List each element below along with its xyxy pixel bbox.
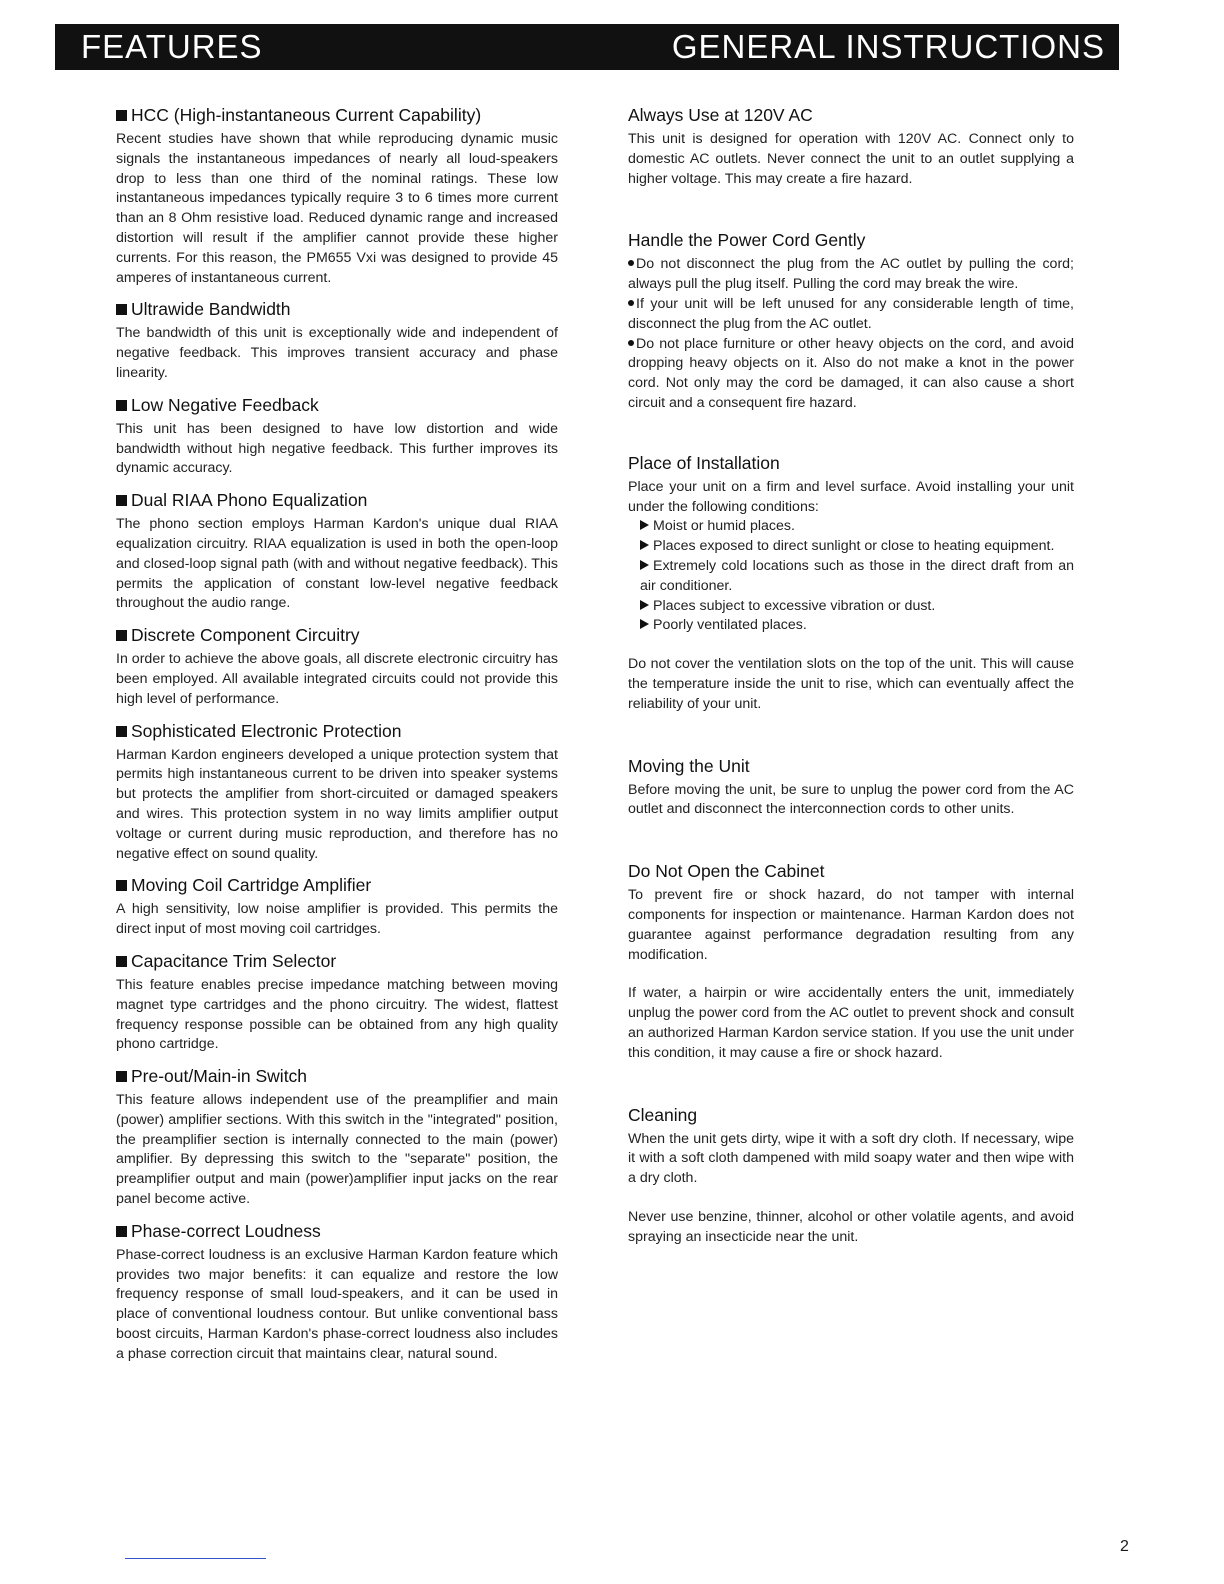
- instruction-moving: [628, 755, 1074, 821]
- instruction-text: When the unit gets dirty, wipe it with a soft dry cloth. If necessary, wipe it with a soft cloth dampened with mild soapy water and then wipe with a dry cloth.: [628, 1130, 1074, 1187]
- instruction-text: To prevent fire or shock hazard, do not tamper with internal components for inspection or maintenance. Harman Kardon does not guarantee against performance degradation resulting from any modification.: [628, 887, 1074, 963]
- feature-heading: Dual RIAA Phono Equalization: [131, 490, 368, 511]
- feature-heading: Phase-correct Loudness: [131, 1220, 321, 1241]
- feature-text: Recent studies have shown that while reproducing dynamic music signals the instantaneous impedances of nearly all loud-speakers drop to less than one third of the nominal ratings. These low instantaneous impedances typically require 3 to 6 times more current than an 8 Ohm resistive load. Reduced dynamic range and increased distortion will result if the amplifier cannot provide these higher currents. For this reason, the PM655 Vxi was designed to provide 45 amperes of instantaneous current.: [116, 131, 558, 286]
- instruction-heading: Place of Installation: [628, 452, 780, 473]
- feature-pre-out-main-in: [116, 1065, 558, 1210]
- feature-hcc: [116, 104, 558, 288]
- square-bullet-icon: [116, 630, 127, 641]
- feature-moving-coil: [116, 874, 558, 940]
- feature-heading: HCC (High-instantaneous Current Capability): [131, 105, 482, 125]
- feature-text: Phase-correct loudness is an exclusive Harman Kardon feature which provides two major benefits: it can equalize and restore the low frequency response of small loud-speakers, and it can be used in place of conventional loudness contour. But unlike conventional bass boost circuits, Harman Kardon's phase-correct loudness also includes a phase correction circuit that maintains clear, natural sound.: [116, 1246, 558, 1362]
- square-bullet-icon: [116, 400, 127, 411]
- feature-text: The phono section employs Harman Kardon's unique dual RIAA equalization circuitry. RIAA equalization is used in both the open-loop and closed-loop signal path (with and without negative feedback). This permits the application of constant low-level negative feedback throughout the audio range.: [116, 516, 558, 612]
- instruction-text: If water, a hairpin or wire accidentally enters the unit, immediately unplug the power cord from the AC outlet to prevent shock and consult an authorized Harman Kardon service station. If you use the unit under this condition, it may cause a fire or shock hazard.: [628, 985, 1074, 1061]
- feature-text: This feature allows independent use of the preamplifier and main (power) amplifier sections. With this switch in the "integrated" position, the preamplifier section is internally connected to the main (power) amplifier. By depressing this switch to the "separate" position, the preamplifier output and main (power)amplifier input jacks on the rear panel become active.: [116, 1092, 558, 1208]
- page-number: 2: [1120, 1538, 1129, 1555]
- feature-heading: Capacitance Trim Selector: [131, 950, 337, 971]
- feature-heading: Pre-out/Main-in Switch: [131, 1066, 308, 1087]
- instruction-installation: [628, 452, 1074, 715]
- feature-text: This feature enables precise impedance matching between moving magnet type cartridges and the phono circuitry. The widest, flattest frequency response possible can be obtained from any high quality phono cartridge.: [116, 976, 558, 1053]
- feature-phase-correct-loudness: [116, 1220, 558, 1365]
- feature-capacitance-trim: [116, 950, 558, 1055]
- instruction-cabinet: [628, 860, 1074, 1063]
- instruction-text: Before moving the unit, be sure to unplug the power cord from the AC outlet and disconnect the interconnection cords to other units.: [628, 781, 1074, 818]
- dot-bullet-icon: [628, 340, 634, 346]
- dot-bullet-icon: [628, 260, 634, 266]
- power-cord-bullet: Do not place furniture or other heavy objects on the cord, and avoid dropping heavy objects on it. Also do not make a knot in the power cord. Not only may the cord be damaged, it can also cause a short circuit and a consequent fire hazard.: [628, 335, 1074, 411]
- instruction-heading: Handle the Power Cord Gently: [628, 230, 866, 251]
- triangle-bullet-icon: [640, 600, 649, 610]
- feature-dual-riaa: [116, 489, 558, 614]
- feature-text: Harman Kardon engineers developed a unique protection system that permits high instantaneous current to be driven into speaker systems but protects the amplifier from short-circuited or damaged speakers and wires. This protection system in no way limits amplifier output voltage or current during music reproduction, and therefore has no negative effect on sound quality.: [116, 746, 558, 862]
- square-bullet-icon: [116, 880, 127, 891]
- feature-discrete-component: [116, 624, 558, 709]
- instruction-heading: Always Use at 120V AC: [628, 105, 813, 125]
- square-bullet-icon: [116, 956, 127, 967]
- square-bullet-icon: [116, 495, 127, 506]
- triangle-bullet-icon: [640, 540, 649, 550]
- instruction-text: Never use benzine, thinner, alcohol or other volatile agents, and avoid spraying an insecticide near the unit.: [628, 1208, 1074, 1245]
- instructions-column: [628, 104, 1074, 1287]
- features-title: FEATURES: [81, 28, 263, 65]
- feature-heading: Ultrawide Bandwidth: [131, 299, 291, 320]
- feature-text: In order to achieve the above goals, all discrete electronic circuitry has been employed. All available integrated circuits could not provide this high level of performance.: [116, 651, 558, 707]
- condition-item: Moist or humid places.: [640, 517, 1074, 537]
- feature-heading: Sophisticated Electronic Protection: [131, 720, 402, 741]
- instruction-heading: Cleaning: [628, 1104, 698, 1125]
- installation-note: Do not cover the ventilation slots on the top of the unit. This will cause the temperature inside the unit to rise, which can eventually affect the reliability of your unit.: [628, 656, 1074, 712]
- feature-heading: Moving Coil Cartridge Amplifier: [131, 875, 372, 896]
- instruction-heading: Do Not Open the Cabinet: [628, 861, 825, 882]
- feature-ultrawide-bandwidth: [116, 298, 558, 383]
- triangle-bullet-icon: [640, 560, 649, 570]
- installation-conditions: [628, 517, 1074, 636]
- square-bullet-icon: [116, 110, 127, 121]
- feature-electronic-protection: [116, 720, 558, 865]
- instruction-cleaning: [628, 1104, 1074, 1248]
- feature-heading: Low Negative Feedback: [131, 394, 319, 415]
- power-cord-bullet: If your unit will be left unused for any considerable length of time, disconnect the plug from the AC outlet.: [628, 295, 1074, 332]
- triangle-bullet-icon: [640, 619, 649, 629]
- footer-rule: [125, 1558, 266, 1559]
- general-instructions-title: GENERAL INSTRUCTIONS: [671, 28, 1105, 65]
- instruction-always-use: [628, 104, 1074, 189]
- header-bar: [55, 24, 1119, 70]
- triangle-bullet-icon: [640, 520, 649, 530]
- instruction-power-cord: [628, 229, 1074, 413]
- instruction-text: This unit is designed for operation with 120V AC. Connect only to domestic AC outlets. Never connect the unit to an outlet supplying a higher voltage. This may create a fire hazard.: [628, 131, 1074, 187]
- feature-text: A high sensitivity, low noise amplifier is provided. This permits the direct input of most moving coil cartridges.: [116, 901, 558, 938]
- condition-item: Poorly ventilated places.: [640, 616, 1074, 636]
- condition-item: Places exposed to direct sunlight or close to heating equipment.: [640, 537, 1074, 557]
- feature-low-negative-feedback: [116, 394, 558, 479]
- condition-item: Extremely cold locations such as those in the direct draft from an air conditioner.: [640, 557, 1074, 594]
- installation-intro: Place your unit on a firm and level surface. Avoid installing your unit under the following conditions:: [628, 478, 1074, 515]
- feature-heading: Discrete Component Circuitry: [131, 625, 360, 646]
- square-bullet-icon: [116, 1071, 127, 1082]
- condition-item: Places subject to excessive vibration or dust.: [640, 597, 1074, 617]
- instruction-heading: Moving the Unit: [628, 755, 750, 776]
- power-cord-bullet: Do not disconnect the plug from the AC outlet by pulling the cord; always pull the plug itself. Pulling the cord may break the wire.: [628, 256, 1074, 293]
- dot-bullet-icon: [628, 300, 634, 306]
- feature-text: The bandwidth of this unit is exceptionally wide and independent of negative feedback. This improves transient accuracy and phase linearity.: [116, 325, 558, 381]
- features-column: [116, 104, 558, 1375]
- square-bullet-icon: [116, 726, 127, 737]
- square-bullet-icon: [116, 304, 127, 315]
- feature-text: This unit has been designed to have low distortion and wide bandwidth without high negative feedback. This further improves its dynamic accuracy.: [116, 420, 558, 477]
- square-bullet-icon: [116, 1226, 127, 1237]
